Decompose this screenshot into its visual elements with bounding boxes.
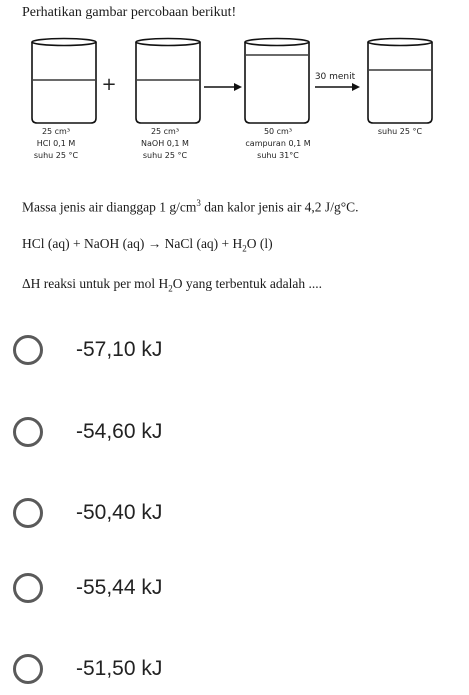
beaker-hcl — [32, 39, 96, 124]
reaction-equation: HCl (aq) + NaOH (aq) → NaCl $(aq) + H_2O$ (l) — [22, 236, 273, 254]
option-3[interactable] — [13, 491, 453, 535]
option-label: -50,40 kJ — [76, 501, 163, 524]
plus-sign: + — [101, 74, 117, 95]
radio-icon[interactable] — [13, 417, 43, 447]
radio-icon[interactable] — [13, 573, 43, 603]
option-2[interactable] — [13, 410, 453, 454]
beaker-3-volume: 50 cm³ — [263, 127, 293, 136]
beaker-2-volume: 25 cm³ — [150, 127, 180, 136]
beaker-2-temp: suhu 25 °C — [142, 151, 188, 160]
option-label: -55,44 kJ — [76, 576, 163, 599]
beaker-mixture — [245, 39, 309, 124]
density-statement: Massa jenis air dianggap 1 $g/cm^3$ dan kalor jenis air 4,2 J/g°C. — [22, 198, 359, 215]
radio-icon[interactable] — [13, 335, 43, 365]
option-label: -54,60 kJ — [76, 420, 163, 443]
beaker-3-temp: suhu 31°C — [257, 151, 299, 160]
experiment-figure — [0, 0, 469, 180]
option-1[interactable] — [13, 328, 453, 372]
beaker-naoh — [136, 39, 200, 124]
option-5[interactable] — [13, 647, 453, 691]
beaker-2-solution: NaOH 0,1 M — [141, 139, 189, 148]
arrow-head-2 — [352, 83, 360, 91]
radio-icon[interactable] — [13, 654, 43, 684]
time-label: 30 menit — [314, 72, 356, 82]
arrow-head-1 — [234, 83, 242, 91]
option-label: -57,10 kJ — [76, 338, 163, 361]
beaker-1-volume: 25 cm³ — [41, 127, 71, 136]
option-4[interactable] — [13, 566, 453, 610]
beaker-1-temp: suhu 25 °C — [33, 151, 79, 160]
beaker-1-solution: HCl 0,1 M — [36, 139, 76, 148]
beaker-after — [368, 39, 432, 124]
question-text: ΔH reaksi untuk per mol $H_2O$ yang terbentuk adalah .... — [22, 276, 322, 294]
option-label: -51,50 kJ — [76, 657, 163, 680]
beaker-3-solution: campuran 0,1 M — [245, 139, 311, 148]
radio-icon[interactable] — [13, 498, 43, 528]
beaker-4-temp: suhu 25 °C — [377, 127, 423, 136]
question-intro: Perhatikan gambar percobaan berikut! — [22, 5, 237, 20]
